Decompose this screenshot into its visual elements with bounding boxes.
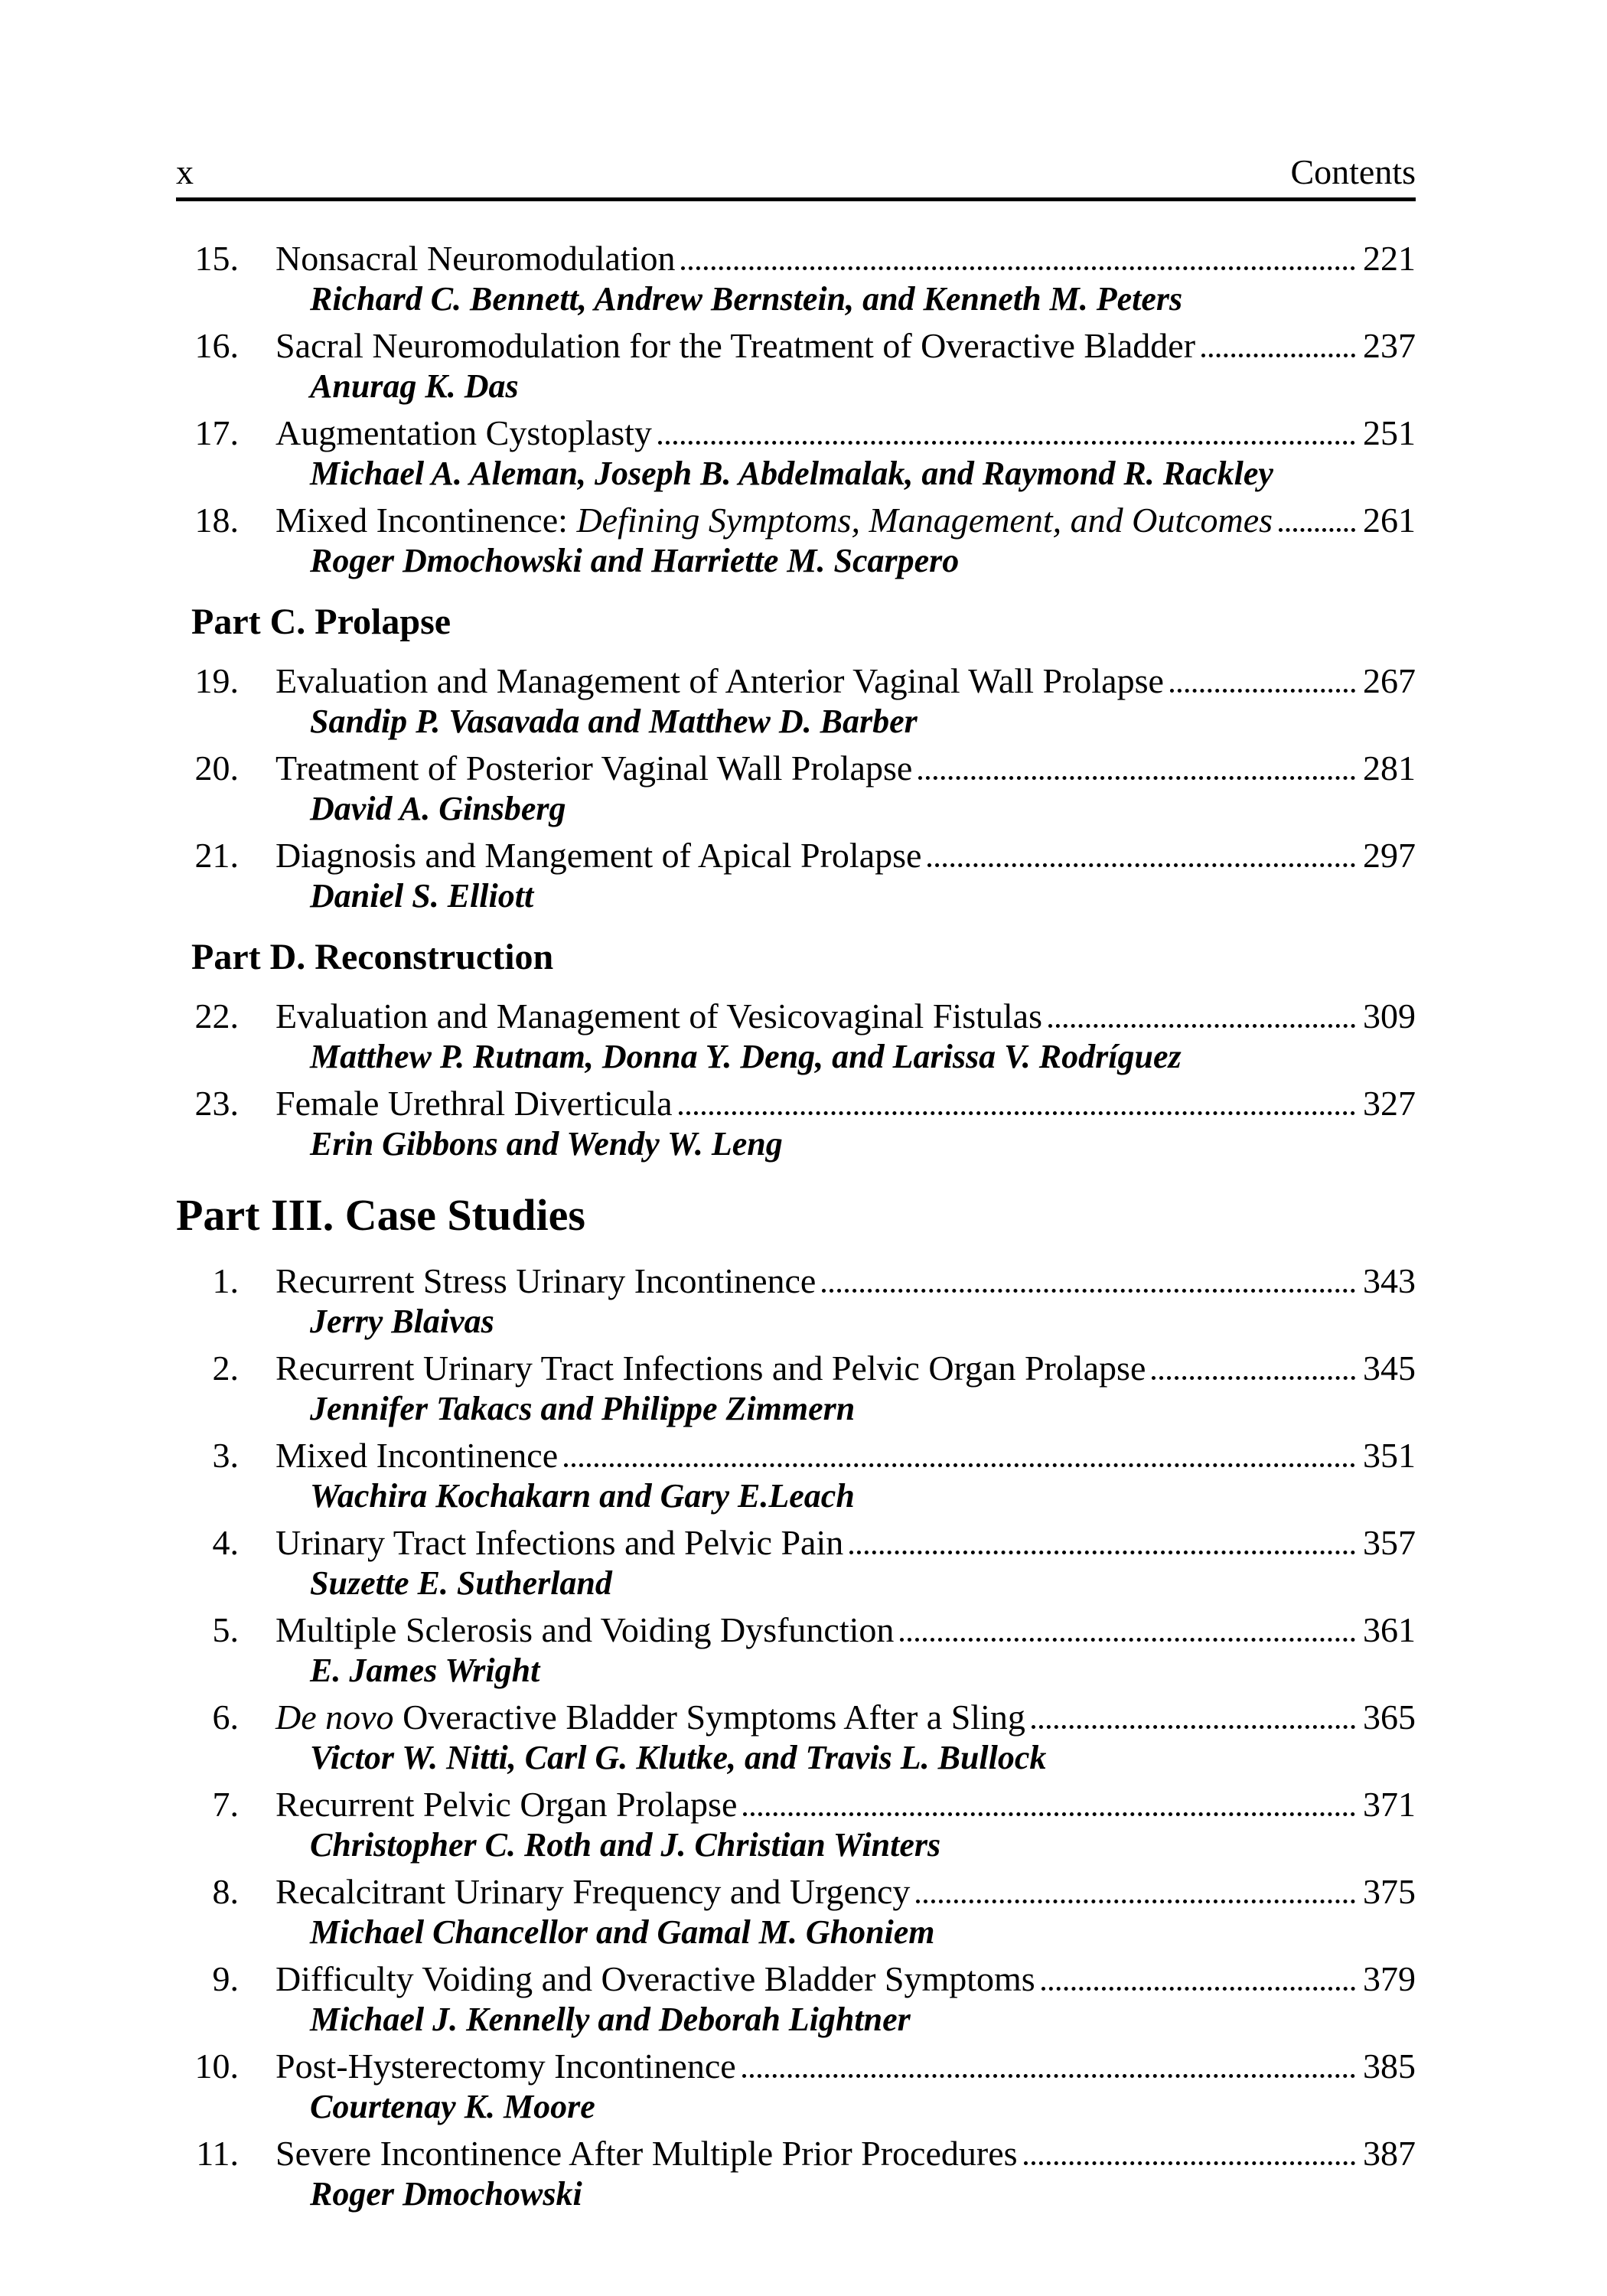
entry-authors: Roger Dmochowski and Harriette M. Scarpero — [310, 542, 960, 579]
toc-entry-line — [176, 1261, 1416, 1301]
entry-title: Female Urethral Diverticula — [275, 1084, 673, 1123]
toc-entry-line — [176, 1958, 1416, 1999]
entry-number: 2. — [212, 1349, 239, 1388]
entry-number: 10. — [194, 2047, 239, 2086]
entry-page-number: 357 — [1363, 1523, 1416, 1562]
entry-page-number: 251 — [1363, 413, 1416, 452]
entry-title: Treatment of Posterior Vaginal Wall Prolapse — [275, 748, 913, 788]
toc-entry-line — [176, 1435, 1416, 1476]
entry-authors: David A. Ginsberg — [310, 790, 566, 827]
toc-entry — [176, 1435, 1416, 1516]
entry-number: 16. — [194, 326, 239, 365]
entry-number: 11. — [196, 2134, 239, 2173]
entry-authors: Christopher C. Roth and J. Christian Winters — [310, 1826, 941, 1864]
entry-page-number: 361 — [1363, 1610, 1416, 1649]
entry-number: 3. — [212, 1436, 239, 1475]
entry-number: 7. — [212, 1785, 239, 1824]
entry-authors: Matthew P. Rutnam, Donna Y. Deng, and Larissa V. Rodríguez — [310, 1038, 1182, 1075]
entry-authors: Erin Gibbons and Wendy W. Leng — [310, 1125, 783, 1163]
entry-title: Post-Hysterectomy Incontinence — [275, 2047, 736, 2086]
entry-page-number: 343 — [1363, 1261, 1416, 1300]
page-number-label: x — [176, 152, 194, 191]
toc-entry — [176, 835, 1416, 916]
page-header-title: Contents — [1290, 152, 1416, 191]
toc-entry — [176, 500, 1416, 581]
leader-dots — [822, 1289, 1355, 1293]
toc-entry — [176, 1958, 1416, 2040]
leader-dots — [681, 266, 1355, 270]
entry-page-number: 375 — [1363, 1872, 1416, 1911]
entry-number: 22. — [194, 996, 239, 1035]
part-heading: Part C. Prolapse — [191, 602, 451, 642]
contents-page — [176, 153, 1416, 2220]
entry-page-number: 309 — [1363, 996, 1416, 1035]
entry-number: 17. — [194, 413, 239, 452]
leader-dots — [658, 441, 1355, 445]
page-header — [176, 153, 1416, 201]
toc-entry-line — [176, 325, 1416, 366]
leader-dots — [900, 1638, 1355, 1642]
leader-dots — [1032, 1725, 1355, 1729]
toc-entry-line — [176, 1083, 1416, 1124]
entry-title: Urinary Tract Infections and Pelvic Pain — [275, 1523, 844, 1562]
leader-dots — [916, 1900, 1355, 1903]
entry-number: 19. — [194, 661, 239, 700]
toc-entry — [176, 996, 1416, 1077]
entry-page-number: 281 — [1363, 748, 1416, 788]
leader-dots — [564, 1463, 1355, 1467]
toc-entry — [176, 748, 1416, 829]
toc-entry-line — [176, 660, 1416, 701]
entry-title: Multiple Sclerosis and Voiding Dysfunction — [275, 1610, 895, 1649]
toc — [176, 238, 1416, 2214]
entry-number: 8. — [212, 1872, 239, 1911]
entry-page-number: 261 — [1363, 501, 1416, 540]
toc-entry — [176, 2046, 1416, 2127]
toc-entry-line — [176, 413, 1416, 453]
entry-title: Evaluation and Management of Anterior Vaginal Wall Prolapse — [275, 661, 1164, 700]
toc-entry — [176, 2133, 1416, 2214]
toc-entry-line — [176, 2133, 1416, 2174]
entry-title: Severe Incontinence After Multiple Prior Procedures — [275, 2134, 1018, 2173]
entry-title: Augmentation Cystoplasty — [275, 413, 652, 452]
toc-entry — [176, 325, 1416, 406]
toc-entry — [176, 660, 1416, 742]
entry-authors: Sandip P. Vasavada and Matthew D. Barber — [310, 703, 918, 740]
entry-page-number: 237 — [1363, 326, 1416, 365]
toc-entry — [176, 1784, 1416, 1865]
entry-page-number: 379 — [1363, 1959, 1416, 1998]
entry-title: Difficulty Voiding and Overactive Bladder Symptoms — [275, 1959, 1035, 1998]
leader-dots — [1170, 689, 1355, 693]
entry-authors: Suzette E. Sutherland — [310, 1564, 612, 1602]
entry-title: De novo Overactive Bladder Symptoms After a Sling — [275, 1698, 1025, 1737]
toc-entry-line — [176, 1697, 1416, 1737]
entry-number: 4. — [212, 1523, 239, 1562]
leader-dots — [918, 776, 1355, 780]
entry-authors: E. James Wright — [310, 1652, 540, 1689]
entry-authors: Courtenay K. Moore — [310, 2088, 595, 2125]
entry-title: Nonsacral Neuromodulation — [275, 239, 676, 278]
toc-entry-line — [176, 1871, 1416, 1912]
leader-dots — [679, 1111, 1355, 1115]
toc-entry-line — [176, 500, 1416, 540]
toc-entry-line — [176, 1522, 1416, 1563]
part-heading: Part D. Reconstruction — [191, 937, 554, 977]
entry-authors: Wachira Kochakarn and Gary E.Leach — [310, 1477, 855, 1515]
entry-page-number: 327 — [1363, 1084, 1416, 1123]
toc-entry-line — [176, 1348, 1416, 1388]
leader-dots — [1201, 354, 1355, 357]
toc-entry-line — [176, 2046, 1416, 2086]
entry-title: Diagnosis and Mangement of Apical Prolapse — [275, 836, 922, 875]
entry-title: Sacral Neuromodulation for the Treatment of Overactive Bladder — [275, 326, 1196, 365]
toc-entry — [176, 1697, 1416, 1778]
entry-authors: Michael A. Aleman, Joseph B. Abdelmalak, and Raymond R. Rackley — [310, 455, 1273, 492]
entry-page-number: 345 — [1363, 1349, 1416, 1388]
entry-page-number: 267 — [1363, 661, 1416, 700]
toc-entry-line — [176, 835, 1416, 876]
toc-entry — [176, 1261, 1416, 1342]
toc-entry — [176, 1871, 1416, 1952]
toc-entry — [176, 413, 1416, 494]
toc-entry — [176, 1609, 1416, 1691]
entry-authors: Richard C. Bennett, Andrew Bernstein, and Kenneth M. Peters — [310, 280, 1183, 318]
entry-number: 23. — [194, 1084, 239, 1123]
entry-number: 5. — [212, 1610, 239, 1649]
leader-dots — [1024, 2161, 1355, 2165]
entry-page-number: 297 — [1363, 836, 1416, 875]
entry-authors: Jennifer Takacs and Philippe Zimmern — [310, 1390, 856, 1427]
entry-number: 20. — [194, 748, 239, 788]
entry-number: 9. — [212, 1959, 239, 1998]
leader-dots — [849, 1551, 1355, 1554]
entry-number: 15. — [194, 239, 239, 278]
entry-page-number: 351 — [1363, 1436, 1416, 1475]
entry-title: Recalcitrant Urinary Frequency and Urgency — [275, 1872, 911, 1911]
entry-number: 6. — [212, 1698, 239, 1737]
entry-page-number: 365 — [1363, 1698, 1416, 1737]
entry-title: Recurrent Pelvic Organ Prolapse — [275, 1785, 738, 1824]
toc-entry-line — [176, 238, 1416, 279]
entry-authors: Victor W. Nitti, Carl G. Klutke, and Travis L. Bullock — [310, 1739, 1047, 1776]
toc-entry — [176, 238, 1416, 319]
toc-entry-line — [176, 1609, 1416, 1650]
entry-title: Recurrent Urinary Tract Infections and Pelvic Organ Prolapse — [275, 1349, 1146, 1388]
entry-title: Mixed Incontinence: Defining Symptoms, Management, and Outcomes — [275, 501, 1273, 540]
toc-entry — [176, 1083, 1416, 1164]
entry-authors: Daniel S. Elliott — [310, 877, 534, 915]
leader-dots — [1279, 528, 1355, 532]
toc-entry-line — [176, 1784, 1416, 1825]
leader-dots — [1048, 1024, 1355, 1028]
toc-entry — [176, 1522, 1416, 1603]
toc-entry-line — [176, 996, 1416, 1036]
entry-title: Mixed Incontinence — [275, 1436, 559, 1475]
toc-entry-line — [176, 748, 1416, 788]
entry-authors: Roger Dmochowski — [310, 2175, 582, 2213]
entry-page-number: 221 — [1363, 239, 1416, 278]
entry-title: Evaluation and Management of Vesicovaginal Fistulas — [275, 996, 1042, 1035]
entry-number: 18. — [194, 501, 239, 540]
entry-page-number: 387 — [1363, 2134, 1416, 2173]
entry-page-number: 385 — [1363, 2047, 1416, 2086]
part-heading: Part III. Case Studies — [176, 1190, 585, 1240]
leader-dots — [1152, 1376, 1355, 1380]
entry-title: Recurrent Stress Urinary Incontinence — [275, 1261, 817, 1300]
leader-dots — [743, 1812, 1355, 1816]
entry-authors: Anurag K. Das — [310, 367, 519, 405]
leader-dots — [927, 863, 1355, 867]
leader-dots — [742, 2074, 1355, 2078]
entry-authors: Michael J. Kennelly and Deborah Lightner — [310, 2001, 911, 2038]
entry-number: 1. — [212, 1261, 239, 1300]
entry-authors: Michael Chancellor and Gamal M. Ghoniem — [310, 1913, 935, 1951]
entry-authors: Jerry Blaivas — [310, 1303, 494, 1340]
leader-dots — [1041, 1987, 1355, 1991]
entry-number: 21. — [194, 836, 239, 875]
toc-entry — [176, 1348, 1416, 1429]
entry-page-number: 371 — [1363, 1785, 1416, 1824]
